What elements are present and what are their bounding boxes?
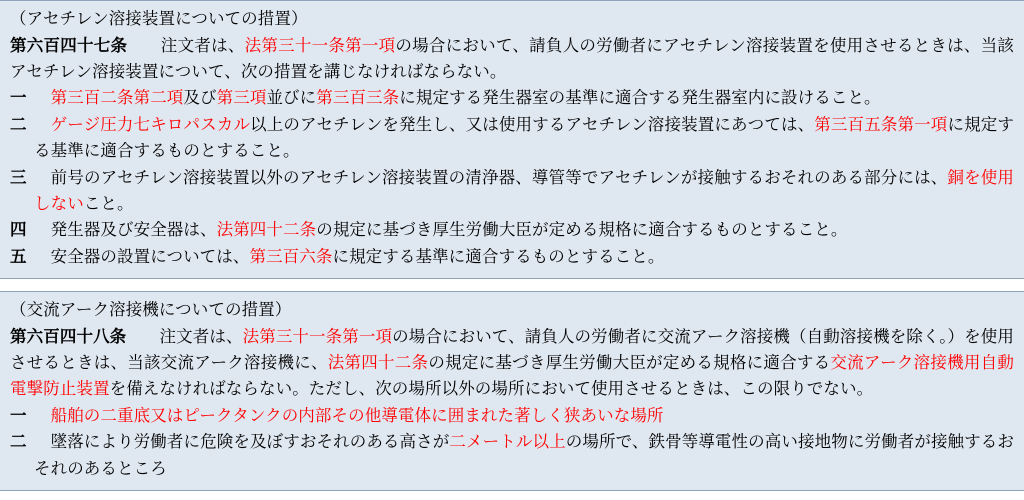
article-number-647: 第六百四十七条 <box>10 36 128 55</box>
legal-reference: ピークタンク <box>183 406 282 425</box>
body-text <box>34 116 51 134</box>
body-text: に規定する基準に適合するものとすること。 <box>34 115 1014 161</box>
item-number: 三 <box>10 168 27 187</box>
body-text: 前号のアセチレン溶接装置以外のアセチレン溶接装置の清浄器、導管等でアセチレンが接触するおそれのある部分には、 <box>34 168 948 187</box>
legal-reference: 第三百三条 <box>316 89 400 108</box>
item-number: 四 <box>10 221 27 240</box>
legal-reference: 銅を使用しない <box>34 168 1014 213</box>
legal-reference: 第三百五条第一項 <box>814 115 948 134</box>
article-caption-text: （交流アーク溶接機についての措置） <box>10 301 292 320</box>
item-text <box>34 217 1014 243</box>
item-text <box>34 165 1014 218</box>
legal-reference: 法第四十二条 <box>216 221 317 240</box>
body-text: の場合において、請負人の労働者にアセチレン溶接装置を使用させるときは、当該アセチレン溶接装置について、次の措置を講じなければならない。 <box>10 36 1014 81</box>
body-text: こと。 <box>83 194 134 213</box>
article-paragraph-648 <box>10 324 1014 403</box>
article-body-648 <box>10 328 1014 399</box>
body-text: 以上のアセチレンを発生し、又は使用するアセチレン溶接装置にあつては、 <box>250 115 815 134</box>
article-paragraph-647 <box>10 33 1014 86</box>
article-caption-647 <box>10 7 1014 33</box>
body-text: の場合において、請負人の労働者に交流アーク溶接機（自動溶接機を除く。）を使用させるときは、当該交流アーク溶接機に、 <box>10 327 1015 373</box>
list-item <box>10 244 1014 270</box>
body-text: 発生器及び安全器は、 <box>34 221 217 240</box>
body-text: 及び <box>183 89 217 108</box>
legal-reference: 第三百二条第二項 <box>50 89 184 108</box>
article-block-648 <box>0 291 1024 491</box>
item-text <box>34 244 1014 270</box>
legal-reference: 法第三十一条第一項 <box>242 327 393 346</box>
list-item <box>10 85 1014 111</box>
list-item <box>10 112 1014 165</box>
body-text: の規定に基づき厚生労働大臣が定める規格に適合するものとすること。 <box>316 221 848 240</box>
list-item <box>10 429 1014 482</box>
legal-reference: ゲージ圧力七キロパスカル <box>50 115 251 134</box>
legal-reference: 二メートル以上 <box>449 433 566 452</box>
item-number: 一 <box>10 89 27 108</box>
body-text: 安全器の設置については、 <box>34 247 250 266</box>
item-number: 二 <box>10 115 27 134</box>
legal-reference: 法第三十一条第一項 <box>244 36 396 55</box>
list-item <box>10 403 1014 429</box>
legal-reference: 法第四十二条 <box>327 354 429 373</box>
item-text <box>34 403 1014 429</box>
legal-reference: 第三百六条 <box>249 247 333 266</box>
article-number-648: 第六百四十八条 <box>10 327 127 346</box>
article-caption-text: （アセチレン溶接装置についての措置） <box>10 10 308 28</box>
body-text: 注文者は、 <box>126 327 243 346</box>
legal-reference: の内部 <box>281 406 332 425</box>
item-number: 五 <box>10 247 27 266</box>
body-text: に規定する発生器室の基準に適合する発生器室内に設けること。 <box>399 89 881 108</box>
body-text <box>34 407 51 425</box>
body-text: の規定に基づき厚生労働大臣が定める規格に適合する <box>428 354 831 373</box>
legal-reference: 第三項 <box>216 89 267 108</box>
body-text: を備えなければならない。ただし、次の場所以外の場所において使用させるときは、この限りでない。 <box>109 380 874 399</box>
item-text <box>34 429 1014 482</box>
article-caption-648 <box>10 298 1014 324</box>
legal-reference: 導電体に囲まれた著しく狭あいな場所 <box>381 406 664 425</box>
body-text: 注文者は、 <box>127 36 245 55</box>
body-text: に規定する基準に適合するものとすること。 <box>332 247 665 266</box>
item-number: 二 <box>10 433 27 452</box>
item-number: 一 <box>10 406 27 425</box>
body-text: 並びに <box>266 89 317 108</box>
legal-reference: 交流アーク溶接機用自動電撃防止装置 <box>10 354 1015 399</box>
article-body-647 <box>10 37 1014 81</box>
body-text: の場所で、鉄骨等導電性の高い接地物に労働者が接触するおそれのあるところ <box>34 433 1015 478</box>
item-text <box>34 85 1014 111</box>
body-text <box>34 89 51 107</box>
list-item <box>10 217 1014 243</box>
block-separator <box>0 279 1024 291</box>
body-text: 墜落により労働者に危険を及ぼすおそれのある高さが <box>34 433 450 452</box>
item-text <box>34 112 1014 165</box>
legal-reference: その他 <box>331 406 382 425</box>
legal-reference: 船舶の二重底又は <box>50 406 184 425</box>
list-item <box>10 165 1014 218</box>
